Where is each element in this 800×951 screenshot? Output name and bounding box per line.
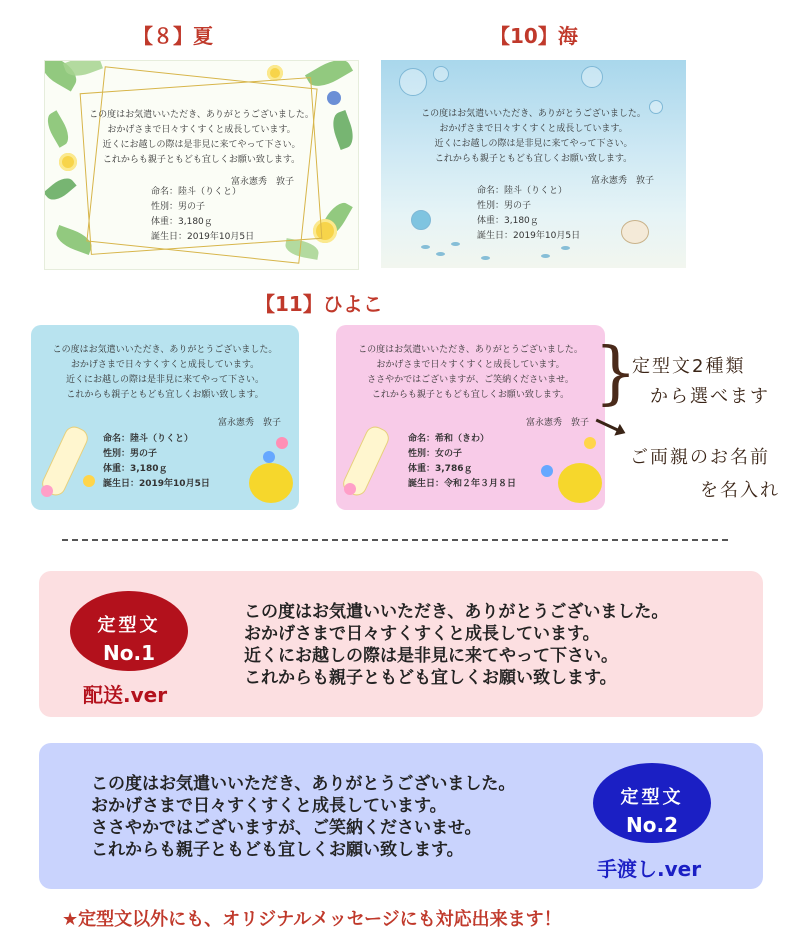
chick-pink-baby-info: 命名：希和（きわ） 性別：女の子 体重：3,786ｇ 誕生日：令和２年３月８日 [408, 434, 517, 489]
standard-message-no1-panel [39, 571, 763, 717]
footer-note: ★定型文以外にも、オリジナルメッセージにも対応出来ます！ [62, 909, 562, 930]
badge-no1: 定型文 No.1 [70, 591, 188, 671]
summer-message: この度はお気遣いいただき、ありがとうございました。 おかげさまで日々すくすくと成長しています。 近くにお越しの際は是非見に来てやって下さい。 これからも親子ともども宜しくお願い致します。 [89, 110, 314, 165]
section-title-summer: 【８】夏 [133, 24, 213, 48]
sea-card [381, 60, 686, 268]
message-text-no1: この度はお気遣いいただき、ありがとうございました。 おかげさまで日々すくすくと成長しています。 近くにお越しの際は是非見に来てやって下さい。 これからも親子ともども宜しくお願い致します。 [244, 602, 669, 688]
sea-signature: 富永憲秀 敦子 [591, 176, 655, 186]
version-label-no2: 手渡し.ver [597, 857, 702, 881]
note-parents-line1: ご両親のお名前 [630, 447, 770, 468]
chick-pink-message: この度はお気遣いいただき、ありがとうございました。 おかげさまで日々すくすくと成長しています。 ささやかではございますが、ご笑納くださいませ。 これからも親子ともども宜しくお願い致します。 [358, 345, 583, 400]
chick-blue-message: この度はお気遣いいただき、ありがとうございました。 おかげさまで日々すくすくと成長しています。 近くにお越しの際は是非見に来てやって下さい。 これからも親子ともども宜しくお願い致します。 [52, 345, 278, 400]
note-parents-line2: を名入れ [700, 480, 780, 501]
divider [62, 539, 728, 541]
note-two-types-line2: から選べます [650, 386, 770, 407]
chick-blue-signature: 富永憲秀 敦子 [218, 418, 282, 428]
flower-icon [541, 465, 553, 477]
flower-icon [41, 485, 53, 497]
chick-blue-card [31, 325, 299, 510]
brace-icon: } [594, 334, 638, 413]
summer-signature: 富永憲秀 敦子 [231, 177, 295, 187]
sea-baby-info: 命名：陸斗（りくと） 性別：男の子 体重：3,180ｇ 誕生日：2019年10月5日 [477, 186, 581, 241]
flower-icon [263, 451, 275, 463]
note-two-types-line1: 定型文2種類 [632, 356, 746, 377]
chick-icon [558, 463, 602, 503]
flower-icon [344, 483, 356, 495]
message-text-no2: この度はお気遣いいただき、ありがとうございました。 おかげさまで日々すくすくと成長しています。 ささやかではございますが、ご笑納くださいませ。 これからも親子ともども宜しくお願い致します。 [91, 774, 516, 860]
badge-no2: 定型文 No.2 [593, 763, 711, 843]
flower-icon [83, 475, 95, 487]
standard-message-no2-panel [39, 743, 763, 889]
flower-icon [276, 437, 288, 449]
sea-message: この度はお気遣いいただき、ありがとうございました。 おかげさまで日々すくすくと成長しています。 近くにお越しの際は是非見に来てやって下さい。 これからも親子ともども宜しくお願い致します。 [421, 109, 646, 164]
chick-pink-signature: 富永憲秀 敦子 [526, 418, 590, 428]
chick-icon [249, 463, 293, 503]
chick-pink-card [336, 325, 605, 510]
flower-icon [584, 437, 596, 449]
section-title-sea: 【10】海 [490, 24, 578, 48]
summer-baby-info: 命名：陸斗（りくと） 性別：男の子 体重：3,180ｇ 誕生日：2019年10月5日 [151, 187, 255, 242]
section-title-chick: 【11】ひよこ [255, 292, 383, 316]
chick-blue-baby-info: 命名：陸斗（りくと） 性別：男の子 体重：3,180ｇ 誕生日：2019年10月5日 [103, 434, 210, 489]
version-label-no1: 配送.ver [83, 683, 168, 707]
summer-card [44, 60, 359, 270]
